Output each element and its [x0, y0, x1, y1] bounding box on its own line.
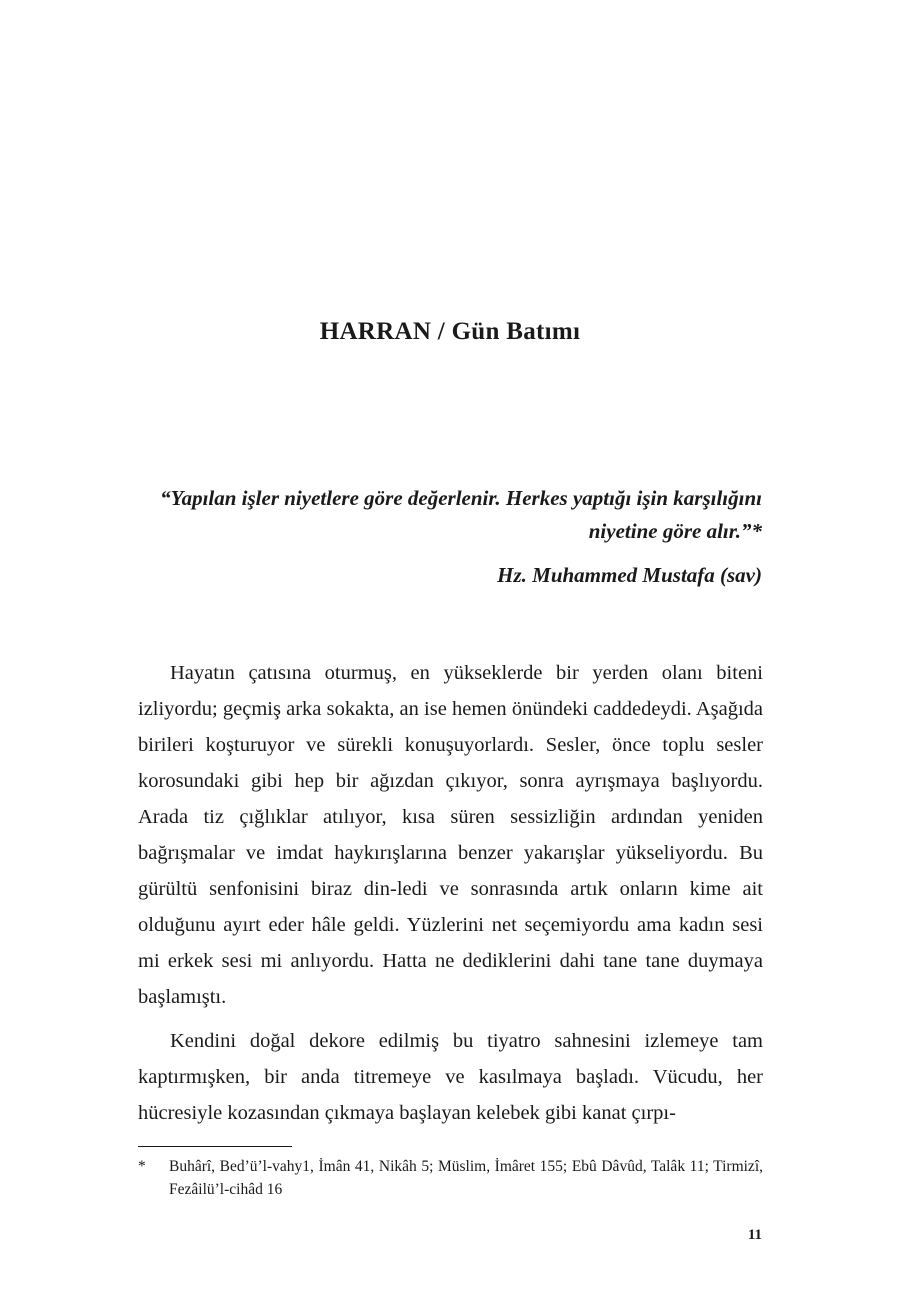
epigraph-attribution: Hz. Muhammed Mustafa (sav) [497, 563, 762, 587]
footnote-divider [138, 1146, 292, 1147]
chapter-title: HARRAN / Gün Batımı [319, 318, 581, 345]
body-text [138, 655, 763, 1139]
epigraph-quote: “Yapılan işler niyetlere göre değerlenir. Herkes yaptığı işin karşılığını niyetine göre alır.”* [160, 486, 762, 543]
footnote [138, 1155, 763, 1201]
body-paragraph: Hayatın çatısına oturmuş, en yükseklerde bir yerden olanı biteni izliyordu; geçmiş arka sokakta, an ise hemen önündeki caddedeydi. Aşağıda birileri koşturuyor ve sürekli konuşuyorlardı. Sesler, önce toplu sesler korosundaki gibi hep bir ağızdan çıkıyor, sonra ayrışmaya başlıyordu. Arada tiz çığlıklar atılıyor, kısa süren sessizliğin ardından yeniden bağrışmalar ve imdat haykırışlarına benzer yakarışlar yükseliyordu. Bu gürültü senfonisini biraz din-ledi ve sonrasında artık onların kime ait olduğunu ayırt eder hâle geldi. Yüzlerini net seçemiyordu ama kadın sesi mi erkek sesi mi anlıyordu. Hatta ne dediklerini dahi tane tane duymaya başlamıştı. [138, 662, 763, 1008]
footnote-marker: * [138, 1158, 146, 1175]
body-paragraph: Kendini doğal dekore edilmiş bu tiyatro sahnesini izlemeye tam kaptırmışken, bir anda titremeye ve kasılmaya başladı. Vücudu, her hücresiyle kozasından çıkmaya başlayan kelebek gibi kanat çırpı- [138, 1030, 763, 1124]
footnote-text: Buhârî, Bed’ü’l-vahy1, İmân 41, Nikâh 5; Müslim, İmâret 155; Ebû Dâvûd, Talâk 11; Tirmizî, Fezâilü’l-cihâd 16 [169, 1158, 763, 1198]
page-number: 11 [747, 1227, 762, 1243]
